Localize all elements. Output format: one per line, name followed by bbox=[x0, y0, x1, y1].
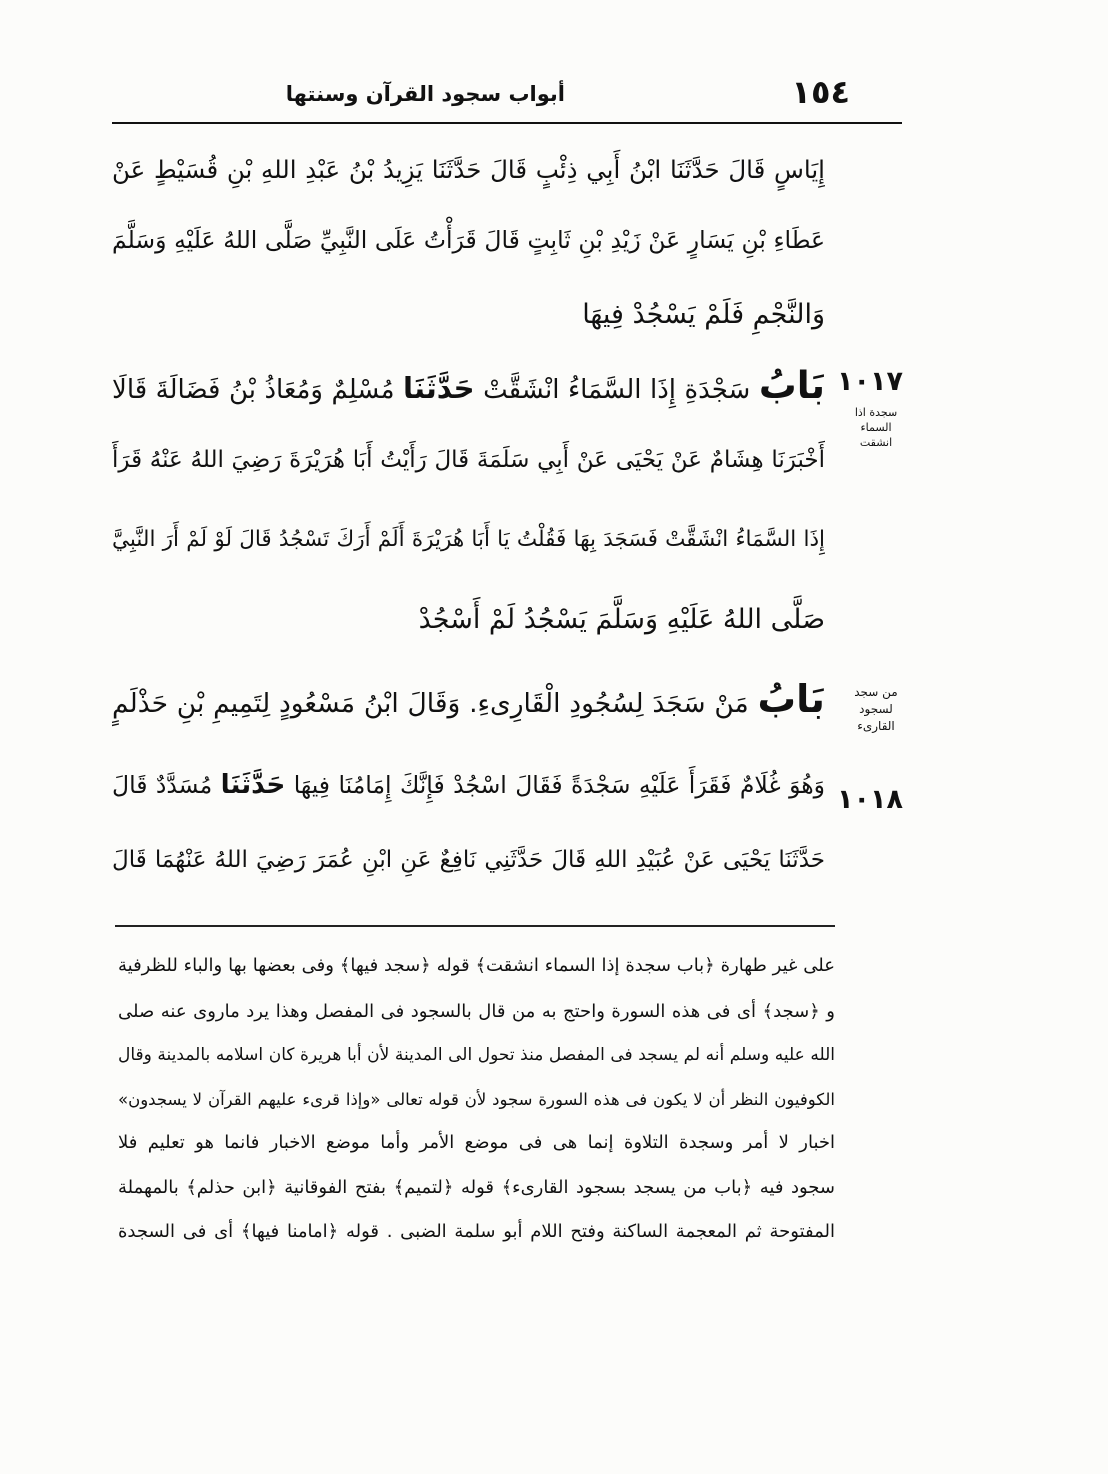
bab-heading: بَابُ bbox=[758, 363, 825, 407]
text-line-8 bbox=[112, 670, 825, 730]
hadith-number-1018: ١٠١٨ bbox=[837, 784, 903, 815]
header-rule bbox=[112, 122, 902, 124]
footnote-line: المفتوحة ثم المعجمة الساكنة وفتح اللام أبو سلمة الضبى . قوله ﴿امامنا فيها﴾ أى فى السجدة bbox=[118, 1221, 835, 1242]
text-segment: إِيَاسٍ قَالَ حَدَّثَنَا ابْنُ أَبِي ذِئْبٍ قَالَ حَدَّثَنَا يَزِيدُ بْنُ عَبْدِ اللهِ بْنِ قُسَيْطٍ عَنْ bbox=[112, 155, 825, 184]
text-line-5 bbox=[112, 430, 825, 490]
text-segment: وَالنَّجْمِ فَلَمْ يَسْجُدْ فِيهَا bbox=[582, 299, 825, 330]
text-segment: مُسَدَّدٌ قَالَ bbox=[112, 771, 213, 799]
footnote-line: سجود فيه ﴿باب من يسجد بسجود القارىء﴾ قوله ﴿لتميم﴾ بفتح الفوقانية ﴿ابن حذلم﴾ بالمهملة bbox=[118, 1177, 835, 1198]
margin-note-chapter: من سجد لسجود القارىء bbox=[854, 685, 898, 733]
chapter-title: سَجْدَةِ إِذَا السَّمَاءُ انْشَقَّتْ bbox=[483, 375, 751, 405]
text-line-10 bbox=[112, 830, 825, 890]
text-segment: مُسْلِمٌ وَمُعَاذُ بْنُ فَضَالَةَ قَالَا bbox=[112, 375, 395, 405]
page-number: ١٥٤ bbox=[791, 73, 850, 111]
margin-note-chapter: سجدة اذا السماء انشقت bbox=[854, 406, 898, 449]
text-line-1 bbox=[112, 140, 825, 200]
chapter-title: مَنْ سَجَدَ لِسُجُودِ الْقَارِىءِ. وَقَالَ ابْنُ مَسْعُودٍ لِتَمِيمِ بْنِ حَذْلَمٍ bbox=[112, 688, 749, 719]
text-line-6 bbox=[112, 510, 825, 570]
text-segment: إِذَا السَّمَاءُ انْشَقَّتْ فَسَجَدَ بِهَا فَقُلْتُ يَا أَبَا هُرَيْرَةَ أَلَمْ أَرَكَ تَسْجُدُ قَالَ لَوْ لَمْ أَرَ النَّبِيَّ bbox=[112, 527, 825, 552]
text-segment: أَخْبَرَنَا هِشَامٌ عَنْ يَحْيَى عَنْ أَبِي سَلَمَةَ قَالَ رَأَيْتُ أَبَا هُرَيْرَةَ رَضِيَ اللهُ عَنْهُ قَرَأَ bbox=[112, 447, 825, 473]
running-title: أبواب سجود القرآن وسنتها bbox=[285, 82, 565, 106]
text-line-4 bbox=[112, 355, 825, 415]
footnote-separator bbox=[115, 925, 835, 927]
footnote-line: الكوفيون النظر أن لا يكون فى هذه السورة سجود لأن قوله تعالى «وإذا قرىء عليهم القرآن لا يسجدون» bbox=[118, 1090, 835, 1109]
footnote-line: و ﴿سجد﴾ أى فى هذه السورة واحتج به من قال بالسجود فى المفصل وهذا يرد ماروى عنه صلى bbox=[118, 1001, 835, 1022]
text-line-7 bbox=[112, 590, 825, 650]
text-segment: وَهُوَ غُلَامٌ فَقَرَأَ عَلَيْهِ سَجْدَةً فَقَالَ اسْجُدْ فَإِنَّكَ إِمَامُنَا فِيهَا bbox=[293, 771, 825, 799]
text-segment: صَلَّى اللهُ عَلَيْهِ وَسَلَّمَ يَسْجُدُ لَمْ أَسْجُدْ bbox=[418, 604, 825, 635]
hadith-number-1017: ١٠١٧ bbox=[837, 366, 903, 397]
text-segment: عَطَاءِ بْنِ يَسَارٍ عَنْ زَيْدِ بْنِ ثَابِتٍ قَالَ قَرَأْتُ عَلَى النَّبِيِّ صَلَّى اللهُ عَلَيْهِ وَسَلَّمَ bbox=[112, 226, 825, 254]
footnote-line: على غير طهارة ﴿باب سجدة إذا السماء انشقت﴾ قوله ﴿سجد فيها﴾ وفى بعضها بها والباء للظرفية bbox=[118, 955, 835, 976]
text-line-2 bbox=[112, 210, 825, 270]
haddathana-keyword: حَدَّثَنَا bbox=[220, 770, 286, 800]
text-segment: حَدَّثَنَا يَحْيَى عَنْ عُبَيْدِ اللهِ قَالَ حَدَّثَنِي نَافِعٌ عَنِ ابْنِ عُمَرَ رَضِيَ اللهُ عَنْهُمَا قَالَ bbox=[112, 847, 825, 873]
text-line-3 bbox=[112, 285, 825, 345]
footnote-line: اخبار لا أمر وسجدة التلاوة إنما هى فى موضع الأمر وأما موضع الاخبار فانما هو تعليم فلا bbox=[118, 1132, 835, 1153]
footnote-line: الله عليه وسلم أنه لم يسجد فى المفصل منذ تحول الى المدينة لأن أبا هريرة كان اسلامه بالمدينة وقال bbox=[118, 1045, 835, 1065]
haddathana-keyword: حَدَّثَنَا bbox=[403, 371, 475, 405]
bab-heading: بَابُ bbox=[757, 677, 825, 722]
text-line-9 bbox=[112, 755, 825, 815]
